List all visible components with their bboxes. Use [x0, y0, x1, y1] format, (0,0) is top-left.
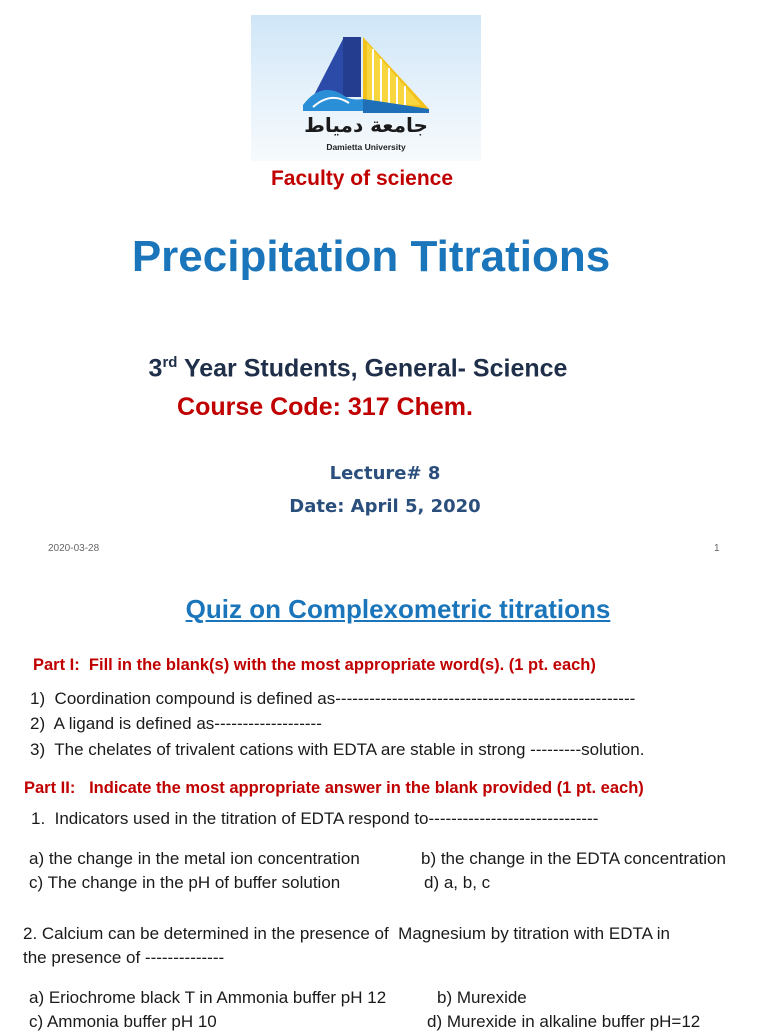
page-number: 1 [714, 543, 720, 554]
part1-item: 3) The chelates of trivalent cations with EDTA are stable in strong ---------solution. [30, 740, 645, 759]
quiz-title: Quiz on Complexometric titrations [185, 594, 611, 624]
year-suffix: rd [162, 354, 178, 371]
q1-option-b: b) the change in the EDTA concentration [421, 849, 726, 868]
university-logo [251, 15, 481, 161]
slide-title: Precipitation Titrations [131, 232, 611, 281]
lecture-date: Date: April 5, 2020 [289, 496, 481, 517]
question-1: 1. Indicators used in the titration of EDTA respond to------------------------------ [31, 809, 599, 828]
footer-date: 2020-03-28 [48, 543, 100, 554]
q1-option-d: d) a, b, c [424, 873, 491, 892]
question-2-line1: 2. Calcium can be determined in the presence of Magnesium by titration with EDTA in [23, 924, 670, 943]
question-2-line2: the presence of -------------- [23, 948, 225, 967]
part1-item: 1) Coordination compound is defined as----------------------------------------------------- [30, 689, 636, 708]
q1-option-c: c) The change in the pH of buffer solution [29, 873, 341, 892]
q2-option-a: a) Eriochrome black T in Ammonia buffer pH 12 [29, 988, 387, 1007]
course-code: Course Code: 317 Chem. [177, 393, 473, 421]
q2-option-b: b) Murexide [437, 988, 527, 1007]
year-number: 3 [148, 354, 163, 383]
q2-option-c: c) Ammonia buffer pH 10 [29, 1012, 217, 1031]
year-line [0, 354, 716, 383]
part1-heading: Part I: Fill in the blank(s) with the most appropriate word(s). (1 pt. each) [33, 656, 596, 674]
year-description: Year Students, General- Science [177, 354, 568, 383]
part1-item: 2) A ligand is defined as------------------- [30, 714, 322, 733]
logo-arabic-text: جامعة دمياط [304, 113, 428, 137]
lecture-number: Lecture# 8 [329, 463, 441, 484]
q2-option-d: d) Murexide in alkaline buffer pH=12 [427, 1012, 701, 1031]
part2-heading: Part II: Indicate the most appropriate answer in the blank provided (1 pt. each) [24, 779, 644, 797]
q1-option-a: a) the change in the metal ion concentration [29, 849, 360, 868]
logo-english-text: Damietta University [326, 142, 406, 152]
logo-emblem-icon [251, 15, 481, 161]
faculty-label: Faculty of science [270, 167, 454, 190]
